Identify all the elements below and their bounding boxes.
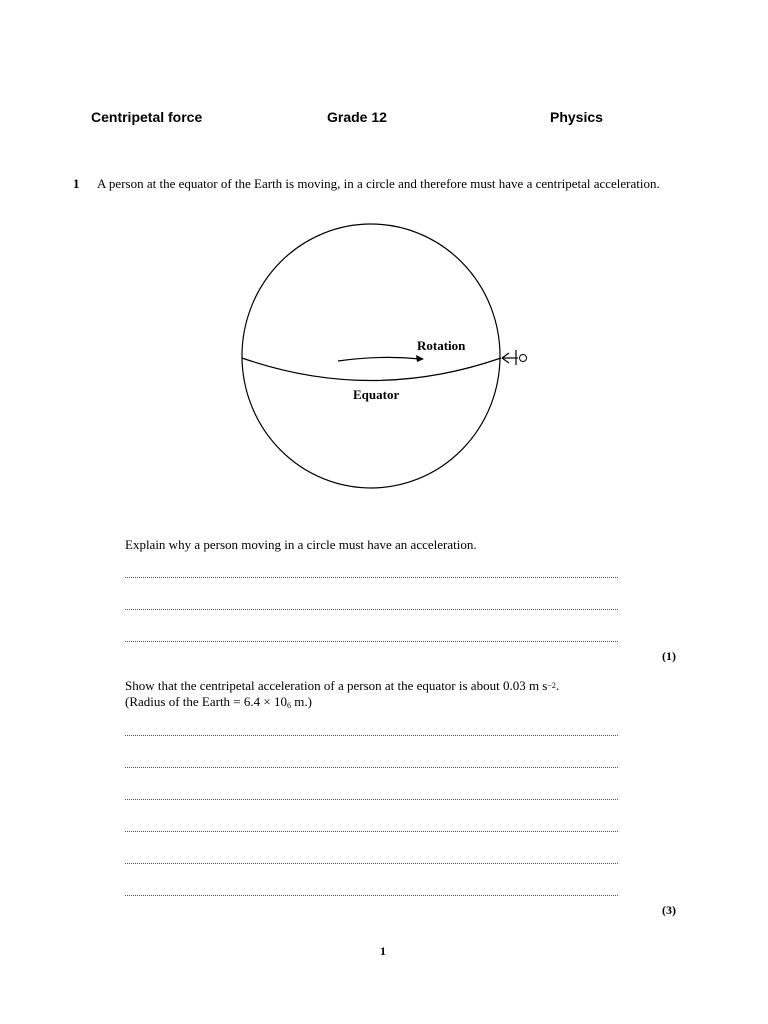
answer-line[interactable] [125, 895, 618, 896]
rotation-arrowhead [416, 355, 424, 362]
answer-line[interactable] [125, 831, 618, 832]
earth-radius-note [125, 694, 312, 712]
page-number: 1 [380, 944, 386, 958]
earth-radius-unit: m.) [290, 694, 312, 709]
header-topic: Centripetal force [91, 109, 203, 125]
part-a-prompt: Explain why a person moving in a circle must have an acceleration. [125, 537, 477, 552]
equator-line [242, 358, 501, 381]
person-icon [502, 350, 527, 365]
part-b-prompt-end: . [555, 678, 560, 693]
answer-line[interactable] [125, 735, 618, 736]
part-a-marks: (1) [662, 649, 676, 663]
answer-line[interactable] [125, 863, 618, 864]
question-text: A person at the equator of the Earth is moving, in a circle and therefore must have a centripetal acceleration. [97, 176, 660, 191]
question-number: 1 [73, 176, 80, 191]
earth-radius-text: (Radius of the Earth = 6.4 × 10 [125, 694, 287, 709]
part-b-prompt-text: Show that the centripetal acceleration of a person at the equator is about 0.03 m s [125, 678, 548, 693]
rotation-label: Rotation [417, 338, 466, 353]
part-b-marks: (3) [662, 903, 676, 917]
answer-line[interactable] [125, 609, 618, 610]
earth-diagram [230, 215, 540, 500]
equator-label: Equator [353, 387, 400, 402]
rotation-arrow [338, 357, 420, 361]
earth-circle [242, 224, 500, 488]
part-b-prompt-exponent: −2 [547, 681, 556, 690]
earth-radius-exponent: 6 [286, 701, 291, 710]
answer-line[interactable] [125, 641, 618, 642]
header-subject: Physics [550, 109, 603, 125]
answer-line[interactable] [125, 767, 618, 768]
header-grade: Grade 12 [327, 109, 387, 125]
answer-line[interactable] [125, 799, 618, 800]
answer-line[interactable] [125, 577, 618, 578]
